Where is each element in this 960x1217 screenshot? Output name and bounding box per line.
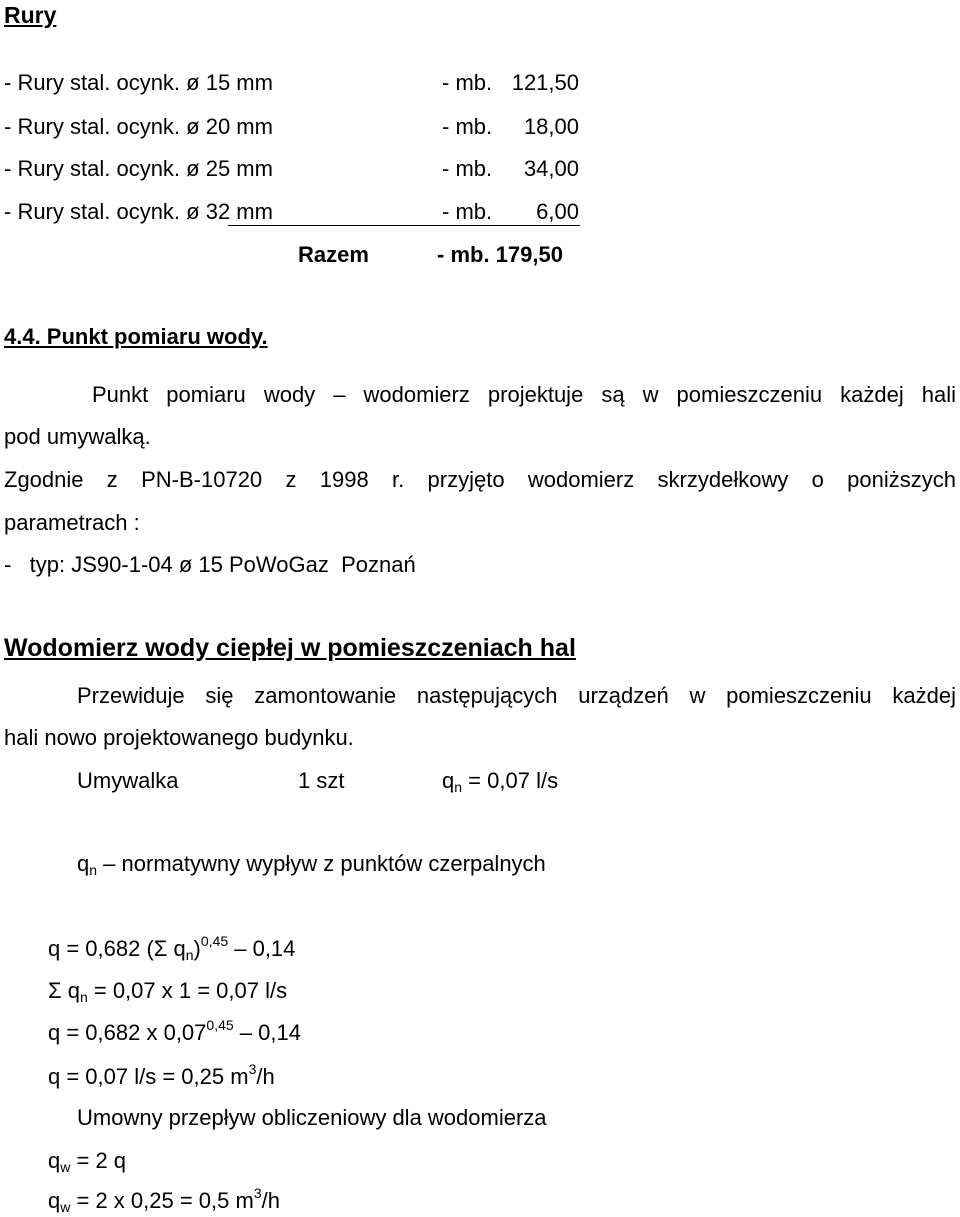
pipe-name: - Rury stal. ocynk. ø 32 mm [4, 199, 273, 224]
pipe-unit: - mb. [442, 114, 493, 139]
paragraph-line: Punkt pomiaru wody – wodomierz projektuje są w pomieszczeniu każdej hali [92, 382, 956, 407]
formula-line: $q_w = 2$ q [48, 1148, 127, 1175]
pipe-value: 121,50 [511, 70, 579, 95]
formula-line: q = 0,682 (Σ $q_n)^{0,45} - 0,14$ [48, 933, 296, 963]
pipe-value: 34,00 [523, 156, 579, 181]
pipe-value: 18,00 [523, 114, 579, 139]
heading-hot-water-meter: Wodomierz wody ciepłej w pomieszczeniach hal [4, 634, 576, 662]
total-label: Razem [298, 242, 369, 267]
formula-line: q = 0,07 l/s = 0,25 $m^3/h$ [48, 1061, 275, 1089]
qn-definition: $q_n$ – normatywny wypływ z punktów czerpalnych [77, 851, 546, 878]
meter-type: - typ: JS90-1-04 ø 15 PoWoGaz Poznań [4, 552, 416, 577]
pipe-unit: - mb. [442, 70, 493, 95]
paragraph-line: Przewiduje się zamontowanie następujących urządzeń w pomieszczeniu każdej [77, 683, 956, 708]
design-flow-label: Umowny przepływ obliczeniowy dla wodomierza [77, 1105, 547, 1130]
fixture-quantity: 1 szt [298, 768, 345, 793]
sum-underline [228, 225, 580, 226]
paragraph-line: parametrach : [4, 510, 140, 535]
total-value: - mb. 179,50 [437, 242, 563, 267]
fixture-name: Umywalka [77, 768, 179, 793]
paragraph-line: pod umywalką. [4, 424, 151, 449]
heading-water-metering-point: 4.4. Punkt pomiaru wody. [4, 324, 268, 349]
formula-line: Σ $q_n = 0,07$ x 1 = 0,07 l/s [48, 978, 288, 1005]
section-title-rury: Rury [4, 2, 57, 28]
pipe-value: 6,00 [536, 199, 579, 224]
fixture-flow: $q_n = 0,07$ l/s [442, 768, 559, 795]
pipe-name: - Rury stal. ocynk. ø 15 mm [4, 70, 273, 95]
pipe-name: - Rury stal. ocynk. ø 25 mm [4, 156, 273, 181]
pipe-unit: - mb. [442, 156, 493, 181]
formula-line: q = 0,682 x 0,07$^{0,45}$ – 0,14 [48, 1017, 301, 1045]
pipe-name: - Rury stal. ocynk. ø 20 mm [4, 114, 273, 139]
pipe-unit: - mb. [442, 199, 493, 224]
paragraph-line: Zgodnie z PN-B-10720 z 1998 r. przyjęto wodomierz skrzydełkowy o poniższych [4, 467, 956, 492]
formula-line: $q_w = 2$ x 0,25 = 0,5 $m^3/h$ [48, 1185, 280, 1215]
paragraph-line: hali nowo projektowanego budynku. [4, 725, 354, 750]
